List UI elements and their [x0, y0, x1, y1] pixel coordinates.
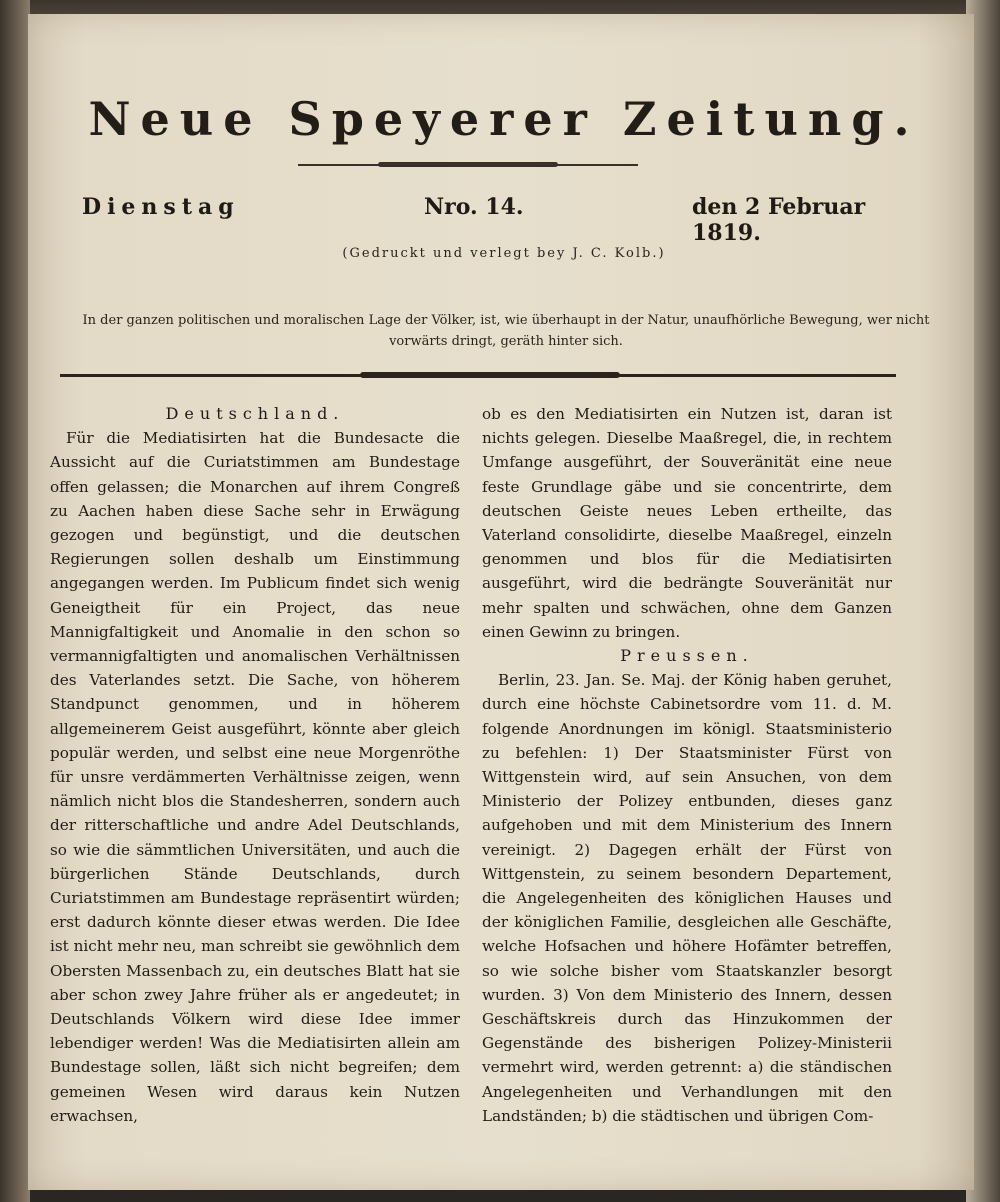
book-binding-left [0, 0, 30, 1202]
section-heading-deutschland: Deutschland. [165, 404, 345, 423]
issue-date: den 2 Februar 1819. [692, 194, 866, 246]
issue-info-row [82, 194, 932, 246]
header-divider-rule [60, 374, 896, 377]
article-continuation: ob es den Mediatisirten ein Nutzen ist, daran ist nichts gelegen. Dieselbe Maaßregel, die, in rechtem Umfange ausgeführt, der Souveränität eine neue feste Grundlage gäbe und sie concentrirte, dem deutschen Geiste neues Leben ertheilte, das Vaterland consolidirte, dieselbe Maaßregel, einzeln genommen und blos für die Mediatisirten ausgeführt, wird die bedrängte Souveränität nur mehr spalten und schwächen, ohne dem Ganzen einen Gewinn zu bringen. [482, 405, 892, 641]
issue-day: Dienstag [82, 194, 240, 220]
masthead-title: Neue Speyerer Zeitung. [88, 92, 920, 146]
issue-number: Nro. 14. [424, 194, 524, 220]
right-column [482, 402, 892, 1128]
motto: In der ganzen politischen und moralischen Lage der Völker, ist, wie überhaupt in der Natur, unaufhörliche Bewegung, wer nicht vorwärts dringt, geräth hinter sich. [82, 313, 930, 349]
article-preussen: Berlin, 23. Jan. Se. Maj. der König haben geruhet, durch eine höchste Cabinetsordre vom 11. d. M. folgende Anordnungen im königl. Staatsministerio zu befehlen: 1) Der Staatsminister Fürst von Wittgenstein wird, auf sein Ansuchen, von dem Ministerio der Polizey entbunden, dieses ganz aufgehoben und mit dem Ministerium des Innern vereinigt. 2) Dagegen erhält der Fürst von Wittgenstein, zu seinem besondern Departement, die Angelegenheiten des königlichen Hauses und der königlichen Familie, desgleichen alle Geschäfte, welche Hofsachen und höhere Hofämter betreffen, so wie solche bisher vom Staatskanzler besorgt wurden. 3) Von dem Ministerio des Innern, dessen Geschäftskreis durch das Hinzukommen der Gegenstände des bisherigen Polizey-Ministerii vermehrt wird, werden getrennt: a) die ständischen Angelegenheiten und Verhandlungen mit den Landständen; b) die städtischen und übrigen Com- [482, 671, 892, 1125]
article-deutschland: Für die Mediatisirten hat die Bundesacte die Aussicht auf die Curiatstimmen am Bundestage offen gelassen; die Monarchen auf ihrem Congreß zu Aachen haben diese Sache sehr in Erwägung gezogen und begünstigt, und die deutschen Regierungen sollen deshalb um Einstimmung angegangen werden. Im Publicum findet sich wenig Geneigtheit für ein Project, das neue Mannigfaltigkeit und Anomalie in den schon so vermannigfaltigten und anomalischen Verhältnissen des Vaterlandes setzt. Die Sache, von höherem Standpunct genommen, und in höherem allgemeinerem Geist ausgeführt, könnte aber gleich populär werden, und selbst eine neue Morgenröthe für unsre verdämmerten Verhältnisse zeigen, wenn nämlich nicht blos die Standesherren, sondern auch der ritterschaftliche und andre Adel Deutschlands, so wie die sämmtlichen Universitäten, und auch die bürgerlichen Stände Deutschlands, durch Curiatstimmen am Bundestage repräsentirt würden; erst dadurch könnte dieser etwas werden. Die Idee ist nicht mehr neu, man schreibt sie gewöhnlich dem Obersten Massenbach zu, ein deutsches Blatt hat sie aber schon zwey Jahre früher als er angedeutet; in Deutschlands Völkern wird diese Idee immer lebendiger werden! Was die Mediatisirten allein am Bundestage sollen, läßt sich nicht begreifen; dem gemeinen Wesen wird daraus kein Nutzen erwachsen, [50, 429, 460, 1125]
section-heading-preussen: Preussen. [620, 646, 754, 666]
masthead-ornament-rule [298, 164, 638, 166]
left-column [50, 402, 460, 1128]
newspaper-page [28, 14, 974, 1190]
imprint-line: (Gedruckt und verlegt bey J. C. Kolb.) [342, 246, 666, 261]
